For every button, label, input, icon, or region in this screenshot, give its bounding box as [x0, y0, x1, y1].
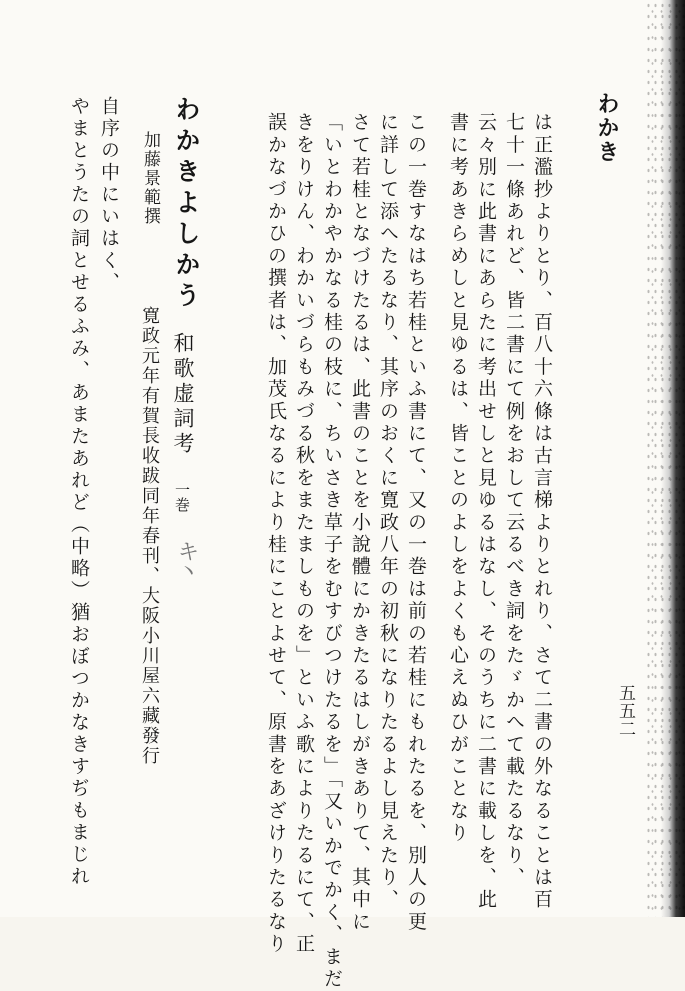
entry-title: わかきよしかう	[172, 96, 201, 313]
quote-line: 自序の中にいはく、	[98, 96, 120, 294]
page-number: 五五二	[615, 684, 635, 738]
book-title: 和歌虚詞考	[171, 332, 195, 457]
quote-line: やまとうたの詞とせるふみ、あまたあれど（中略）猶おぼつかなきすぢもまじれ	[68, 96, 90, 888]
body-line: 七十一條あれど、皆二書にて例をおして云るべき詞をたゞかへて載たるなり、	[503, 112, 525, 889]
body-line: に詳して添へたるなり、其序のおくに寛政八年の初秋になりたるよし見えたり、	[377, 112, 399, 912]
body-line: 誤かなづかひの撰者は、加茂氏なるにより桂にことよせて、原書をあざけりたるなり	[265, 112, 287, 956]
body-line: さて若桂となづけたるは、此書のことを小說體にかきたるはしがきありて、其中に	[349, 112, 371, 934]
handwritten-annotation-mark: キ丶	[174, 540, 199, 580]
body-line: 書に考あきらめしと見ゆるは、皆ことのよしをよくも心えぬひがことなり	[447, 112, 469, 845]
book-volume: 一巻	[173, 482, 191, 512]
publication-info: 寛政元年有賀長收跋同年春刊、大阪小川屋六藏發行	[139, 306, 160, 766]
section-header: わかき	[594, 92, 620, 164]
entry-author: 加藤景範撰	[140, 131, 160, 226]
body-line: は正濫抄よりとり、百八十六條は古言梯よりとれり、さて二書の外なることは百	[531, 112, 553, 912]
body-line: この一巻すなはち若桂といふ書にて、又の一巻は前の若桂にもれたるを、別人の更	[405, 112, 427, 934]
scan-edge-speckle	[645, 0, 685, 917]
body-line: 云々別に此書にあらたに考出せしと見ゆるはなし、そのうちに二書に載しを、此	[475, 112, 497, 912]
body-line: 「いとわかやかなる桂の枝に、ちいさき草子をむすびつけたるを」「又いかでかく、まだ	[321, 112, 343, 991]
body-line: きをりけん、わかいづらもみづる秋をまたましものを」といふ歌によりたるにて、正	[293, 112, 315, 956]
